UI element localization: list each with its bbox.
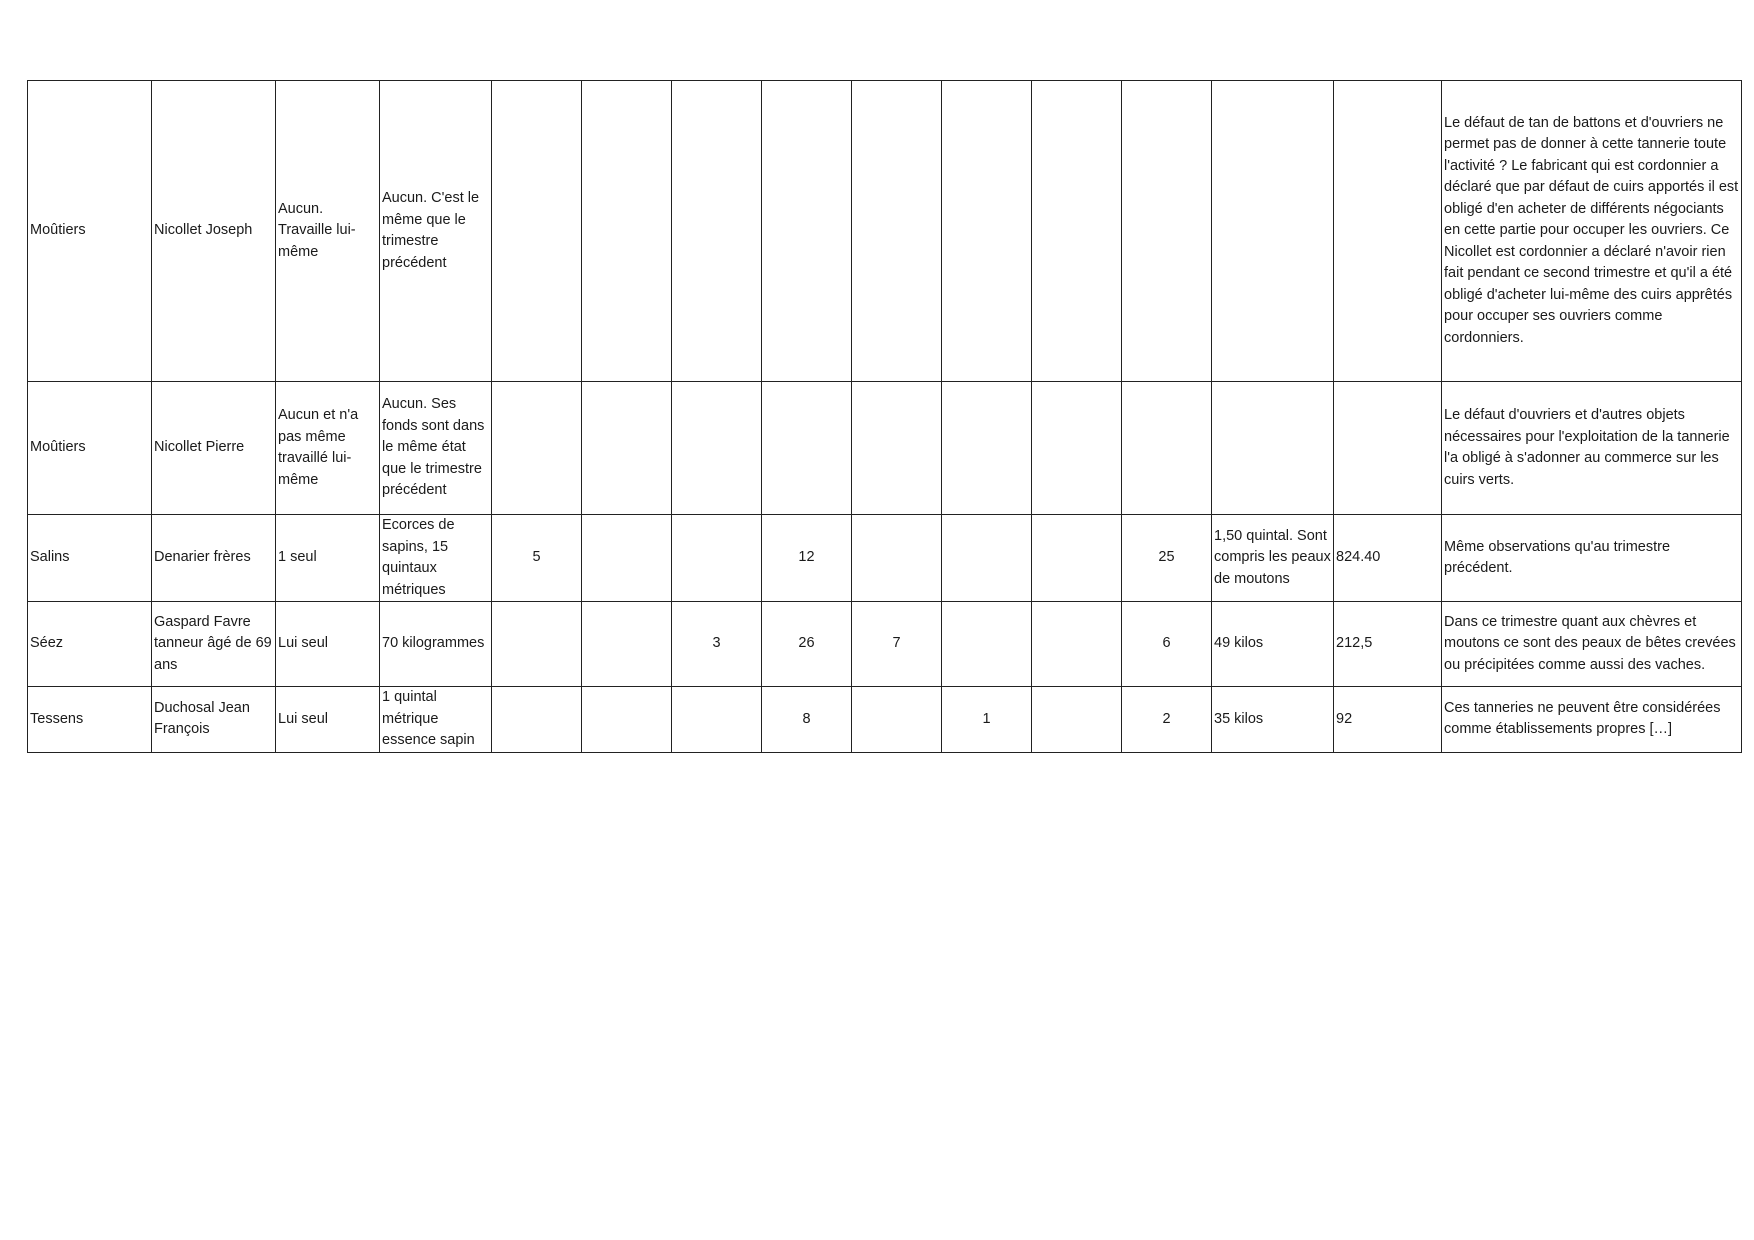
cell-valeur: 92 — [1334, 687, 1442, 753]
cell-value — [852, 382, 942, 515]
cell-lieu: Séez — [28, 602, 152, 687]
cell-value — [852, 687, 942, 753]
cell-observations: Ces tanneries ne peuvent être considérées comme établissements propres […] — [1442, 687, 1742, 753]
cell-value — [672, 382, 762, 515]
table-row — [28, 687, 1742, 753]
cell-observations: Le défaut de tan de battons et d'ouvriers ne permet pas de donner à cette tannerie toute l'activité ? Le fabricant qui est cordonnier a déclaré que par défaut de cuirs apportés il est obligé d'en acheter de différents négociants en cette partie pour occuper les ouvriers. Ce Nicollet est cordonnier a déclaré n'avoir rien fait pendant ce second trimestre et qu'il a été obligé d'acheter lui-même des cuirs apprêtés pour occuper ses ouvriers comme cordonniers. — [1442, 81, 1742, 382]
cell-value — [1032, 687, 1122, 753]
cell-valeur — [1334, 81, 1442, 382]
cell-fabricant: Nicollet Pierre — [152, 382, 276, 515]
cell-fonds: Ecorces de sapins, 15 quintaux métriques — [380, 515, 492, 602]
cell-value — [1032, 515, 1122, 602]
cell-value — [492, 687, 582, 753]
cell-poids — [1212, 382, 1334, 515]
table-row — [28, 602, 1742, 687]
cell-value — [942, 382, 1032, 515]
cell-value — [582, 515, 672, 602]
table-row — [28, 81, 1742, 382]
cell-valeur: 824.40 — [1334, 515, 1442, 602]
cell-observations: Le défaut d'ouvriers et d'autres objets nécessaires pour l'exploitation de la tannerie l'a obligé à s'adonner au commerce sur les cuirs verts. — [1442, 382, 1742, 515]
cell-fonds: Aucun. C'est le même que le trimestre précédent — [380, 81, 492, 382]
cell-value — [852, 515, 942, 602]
cell-poids: 1,50 quintal. Sont compris les peaux de moutons — [1212, 515, 1334, 602]
cell-fabricant: Duchosal Jean François — [152, 687, 276, 753]
cell-value — [492, 382, 582, 515]
cell-fonds: 70 kilogrammes — [380, 602, 492, 687]
cell-value — [942, 515, 1032, 602]
cell-value: 25 — [1122, 515, 1212, 602]
table-row — [28, 382, 1742, 515]
cell-value — [1032, 81, 1122, 382]
cell-fabricant: Denarier frères — [152, 515, 276, 602]
cell-value — [942, 81, 1032, 382]
cell-ouvriers: 1 seul — [276, 515, 380, 602]
cell-value — [672, 81, 762, 382]
cell-fonds: Aucun. Ses fonds sont dans le même état que le trimestre précédent — [380, 382, 492, 515]
cell-value: 6 — [1122, 602, 1212, 687]
cell-valeur: 212,5 — [1334, 602, 1442, 687]
cell-value — [492, 81, 582, 382]
cell-value — [582, 382, 672, 515]
cell-lieu: Tessens — [28, 687, 152, 753]
cell-value — [1122, 81, 1212, 382]
cell-fabricant: Nicollet Joseph — [152, 81, 276, 382]
cell-ouvriers: Aucun. Travaille lui-même — [276, 81, 380, 382]
cell-value — [672, 515, 762, 602]
cell-value — [762, 81, 852, 382]
cell-valeur — [1334, 382, 1442, 515]
cell-ouvriers: Lui seul — [276, 602, 380, 687]
cell-value: 26 — [762, 602, 852, 687]
cell-value — [762, 382, 852, 515]
table-row — [28, 515, 1742, 602]
cell-value — [1032, 602, 1122, 687]
cell-value — [582, 81, 672, 382]
cell-ouvriers: Lui seul — [276, 687, 380, 753]
cell-value — [1122, 382, 1212, 515]
ledger-sheet — [27, 80, 1742, 753]
cell-fonds: 1 quintal métrique essence sapin — [380, 687, 492, 753]
cell-ouvriers: Aucun et n'a pas même travaillé lui-même — [276, 382, 380, 515]
cell-value: 2 — [1122, 687, 1212, 753]
cell-poids — [1212, 81, 1334, 382]
cell-value — [492, 602, 582, 687]
cell-observations: Dans ce trimestre quant aux chèvres et moutons ce sont des peaux de bêtes crevées ou précipitées comme aussi des vaches. — [1442, 602, 1742, 687]
cell-lieu: Moûtiers — [28, 382, 152, 515]
cell-value: 12 — [762, 515, 852, 602]
cell-value — [582, 602, 672, 687]
cell-lieu: Moûtiers — [28, 81, 152, 382]
cell-value: 7 — [852, 602, 942, 687]
cell-value: 1 — [942, 687, 1032, 753]
cell-value — [582, 687, 672, 753]
cell-poids: 49 kilos — [1212, 602, 1334, 687]
cell-value — [1032, 382, 1122, 515]
cell-lieu: Salins — [28, 515, 152, 602]
cell-fabricant: Gaspard Favre tanneur âgé de 69 ans — [152, 602, 276, 687]
cell-value — [852, 81, 942, 382]
cell-observations: Même observations qu'au trimestre précédent. — [1442, 515, 1742, 602]
cell-value: 5 — [492, 515, 582, 602]
cell-value — [942, 602, 1032, 687]
cell-value — [672, 687, 762, 753]
cell-poids: 35 kilos — [1212, 687, 1334, 753]
cell-value: 8 — [762, 687, 852, 753]
cell-value: 3 — [672, 602, 762, 687]
tannery-table — [27, 80, 1742, 753]
